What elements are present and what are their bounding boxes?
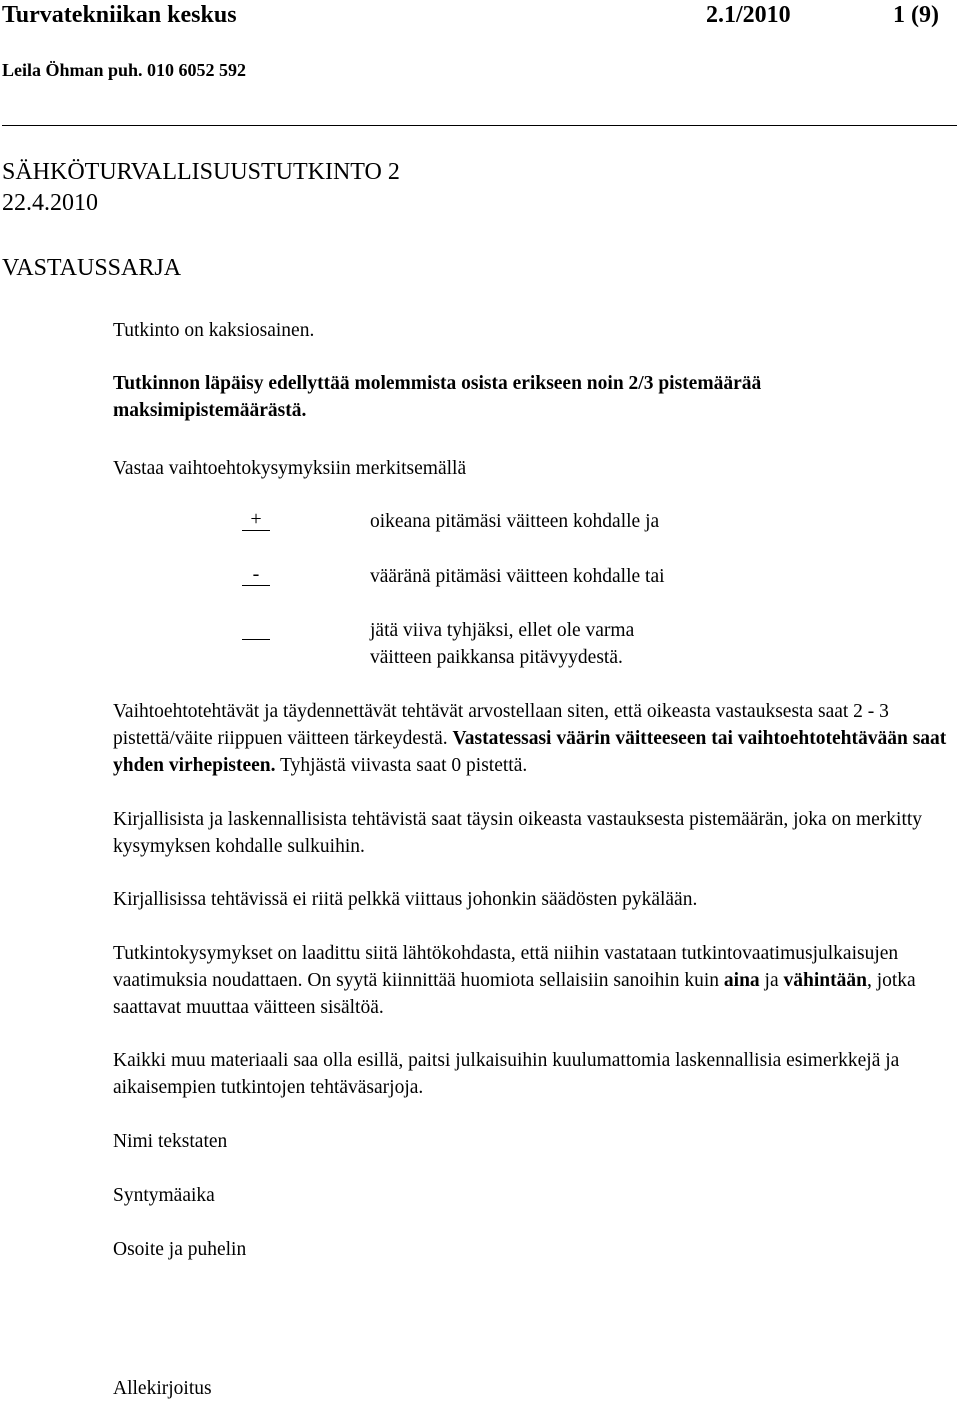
principles-text-2: , jotka saattavat muuttaa väitteen sisältöä. xyxy=(113,970,916,1018)
field-birthdate-label: Syntymäaika xyxy=(113,1185,215,1206)
header-date: 2.1/2010 xyxy=(706,2,791,28)
field-address-phone-label: Osoite ja puhelin xyxy=(113,1239,247,1260)
scoring-penalty: Vastatessasi väärin väitteeseen tai vaihtoehtotehtävään saat yhden virhepisteen. xyxy=(113,728,947,776)
written-note-paragraph: Kirjallisissa tehtävissä ei riitä pelkkä viittaus johonkin säädösten pykälään. xyxy=(113,889,698,910)
principles-and: ja xyxy=(764,970,779,991)
header-organization: Turvatekniikan keskus xyxy=(2,2,237,28)
principles-text-1: Tutkintokysymykset on laadittu siitä lähtökohdasta, että niihin vastataan tutkintovaatimusjulkaisujen vaatimuksia noudattaen. On syytä kiinnittää huomiota sellaisiin sanoihin kuin xyxy=(113,943,899,991)
principles-paragraph xyxy=(113,940,953,1021)
mark-minus-symbol: - xyxy=(242,563,270,586)
mark-minus-description: vääränä pitämäsi väitteen kohdalle tai xyxy=(370,566,665,587)
header-divider xyxy=(2,125,957,126)
exam-title: SÄHKÖTURVALLISUUSTUTKINTO 2 xyxy=(2,159,400,185)
intro-two-parts: Tutkinto on kaksiosainen. xyxy=(113,320,315,341)
scoring-text-1: Vaihtoehtotehtävät ja täydennettävät tehtävät arvostellaan siten, että oikeasta vastauksesta saat 2 - 3 pistettä/väite riippuen väitteen tärkeydestä. xyxy=(113,701,889,749)
scoring-paragraph xyxy=(113,698,953,779)
marking-instruction: Vastaa vaihtoehtokysymyksiin merkitsemällä xyxy=(113,458,467,479)
section-title: VASTAUSSARJA xyxy=(2,255,182,281)
field-name-label: Nimi tekstaten xyxy=(113,1131,228,1152)
header-contact: Leila Öhman puh. 010 6052 592 xyxy=(2,60,247,80)
mark-plus-description: oikeana pitämäsi väitteen kohdalle ja xyxy=(370,511,660,532)
principles-word-vahintaan: vähintään xyxy=(783,970,867,991)
materials-paragraph: Kaikki muu materiaali saa olla esillä, paitsi julkaisuihin kuulumattomia laskennallisia esimerkkejä ja aikaisempien tutkintojen tehtäväsarjoja. xyxy=(113,1050,900,1098)
mark-blank-line xyxy=(242,617,270,640)
mark-blank-description-line2: väitteen paikkansa pitävyydestä. xyxy=(370,647,623,668)
mark-plus-symbol: + xyxy=(242,508,270,531)
scoring-blank: Tyhjästä viivasta saat 0 pistettä. xyxy=(280,755,528,776)
principles-word-aina: aina xyxy=(723,970,760,991)
field-signature-label: Allekirjoitus xyxy=(113,1378,212,1399)
written-tasks-paragraph: Kirjallisista ja laskennallisista tehtävistä saat täysin oikeasta vastauksesta pistemäärän, joka on merkitty kysymyksen kohdalle sulkuihin. xyxy=(113,809,923,857)
intro-pass-requirement: Tutkinnon läpäisy edellyttää molemmista osista erikseen noin 2/3 pistemäärää maksimipistemäärästä. xyxy=(113,373,762,421)
mark-blank-description-line1: jätä viiva tyhjäksi, ellet ole varma xyxy=(370,620,635,641)
header-page-number: 1 (9) xyxy=(893,2,939,28)
exam-date: 22.4.2010 xyxy=(2,190,98,216)
